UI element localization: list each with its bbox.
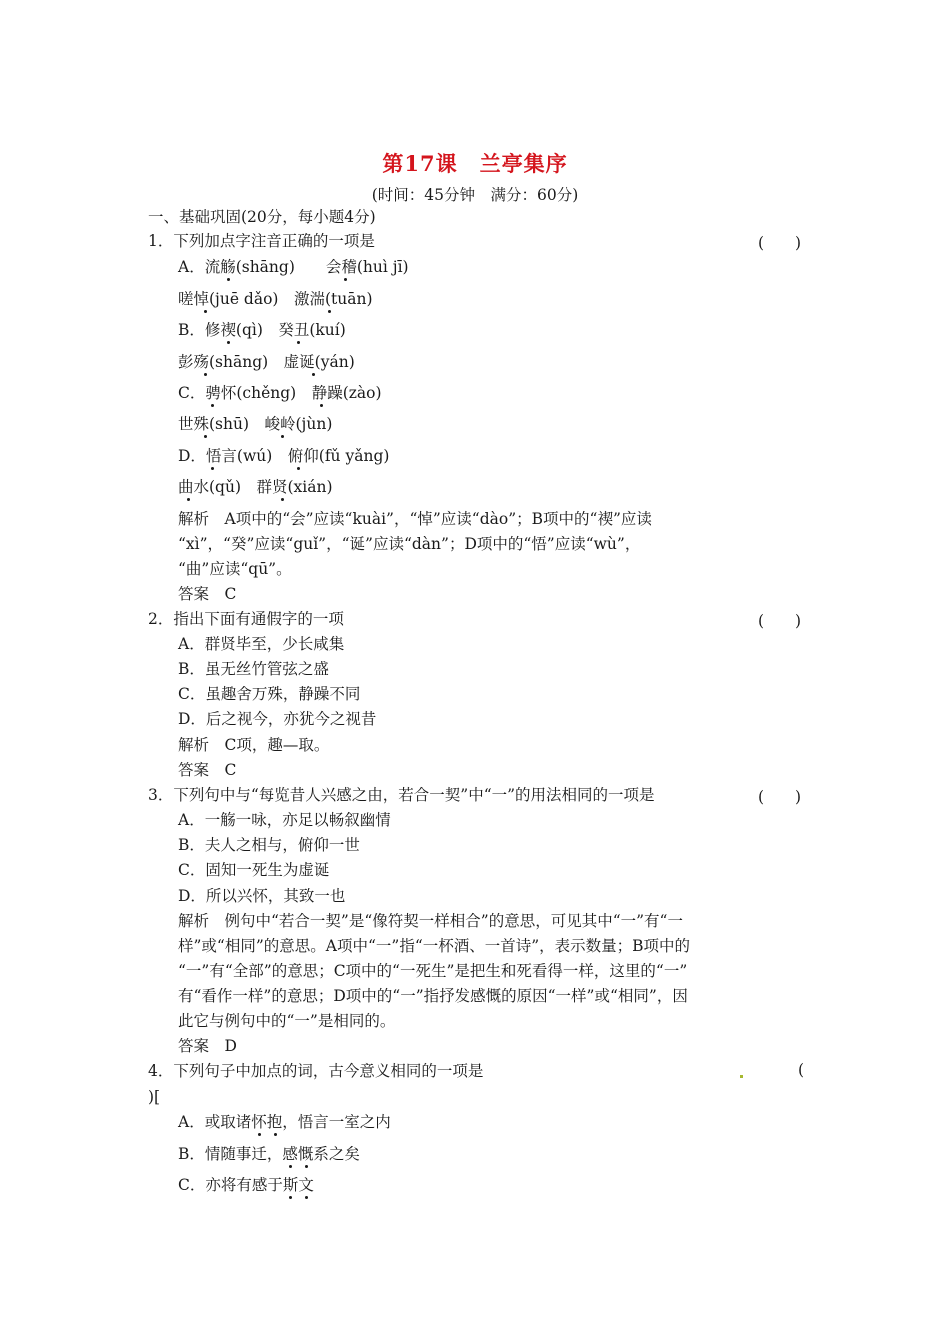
emphasis-dot (204, 435, 207, 438)
emphasis-dot (305, 1165, 308, 1168)
emphasis-dot (211, 467, 214, 470)
emphasis-dot (204, 373, 207, 376)
q1-explanation-line2: “xì”，“癸”应读“guǐ”，“诞”应读“dàn”；D项中的“悟”应读“wù”， (178, 535, 641, 553)
q1-option-b-line2: 彭殇(shāng) 虚诞(yán) (178, 353, 355, 371)
q3-explanation-line3: “一”有“全部”的意思；C项中的“一死生”是把生和死看得一样，这里的“一” (178, 962, 688, 980)
emphasis-dot (274, 1133, 277, 1136)
emphasis-dot (227, 341, 230, 344)
page-title: 第17课 兰亭集序 (382, 151, 568, 176)
q2-option-b: B．虽无丝竹管弦之盛 (178, 660, 329, 678)
q1-option-b-line1: B．修禊(qì) 癸丑(kuí) (178, 321, 346, 339)
emphasis-dot (344, 278, 347, 281)
emphasis-dot (289, 1196, 292, 1199)
emphasis-dot (258, 1133, 261, 1136)
q1-option-c-line1: C．骋怀(chěng) 静躁(zào) (178, 384, 382, 402)
emphasis-dot (297, 341, 300, 344)
q2-explanation: 解析 C项，趣—取。 (178, 736, 330, 754)
emphasis-dot (289, 1165, 292, 1168)
emphasis-dot (305, 1196, 308, 1199)
emphasis-dot (211, 404, 214, 407)
q2-option-a: A．群贤毕至，少长咸集 (178, 635, 345, 653)
q1-option-c-line2: 世殊(shū) 峻岭(jùn) (178, 415, 333, 433)
q1-option-a-line2: 嗟悼(juē dǎo) 激湍(tuān) (178, 290, 373, 308)
q1-stem: 1．下列加点字注音正确的一项是 (148, 232, 375, 250)
emphasis-dot (204, 310, 207, 313)
emphasis-dot (297, 467, 300, 470)
q1-answer: 答案 C (178, 585, 237, 603)
q4-paren-open: ( (798, 1061, 805, 1079)
q3-explanation-line4: 有“看作一样”的意思；D项中的“一”指抒发感慨的原因“一样”或“相同”，因 (178, 987, 688, 1005)
emphasis-dot (328, 310, 331, 313)
emphasis-dot (227, 278, 230, 281)
q1-option-a-line1: A．流觞(shāng) 会稽(huì jī) (178, 258, 409, 276)
q3-explanation-line2: 样”或“相同”的意思。A项中“一”指“一杯酒、一首诗”，表示数量；B项中的 (178, 937, 691, 955)
q4-stem: 4．下列句子中加点的词，古今意义相同的一项是 (148, 1062, 484, 1080)
q2-option-d: D．后之视今，亦犹今之视昔 (178, 710, 377, 728)
page-subtitle: (时间：45分钟 满分：60分) (371, 186, 579, 204)
emphasis-dot (312, 373, 315, 376)
section-heading: 一、基础巩固(20分，每小题4分) (148, 208, 376, 226)
q3-option-a: A．一觞一咏，亦足以畅叙幽情 (178, 811, 391, 829)
q3-option-c: C．固知一死生为虚诞 (178, 861, 330, 879)
stray-mark (740, 1075, 743, 1078)
q3-option-b: B．夫人之相与，俯仰一世 (178, 836, 360, 854)
q2-answer-paren: ( ) (758, 612, 802, 630)
q3-answer-paren: ( ) (758, 788, 802, 806)
emphasis-dot (281, 435, 284, 438)
q4-option-b: B．情随事迁，感慨系之矣 (178, 1145, 360, 1163)
q3-stem: 3．下列句中与“每览昔人兴感之由，若合一契”中“一”的用法相同的一项是 (148, 786, 655, 804)
q2-option-c: C．虽趣舍万殊，静躁不同 (178, 685, 361, 703)
q2-answer: 答案 C (178, 761, 237, 779)
q3-answer: 答案 D (178, 1037, 237, 1055)
q4-paren-close: )[ (148, 1088, 161, 1106)
q4-option-c: C．亦将有感于斯文 (178, 1176, 314, 1194)
emphasis-dot (187, 498, 190, 501)
q1-option-d-line2: 曲水(qǔ) 群贤(xián) (178, 478, 333, 496)
q1-answer-paren: ( ) (758, 234, 802, 252)
emphasis-dot (281, 498, 284, 501)
q1-option-d-line1: D．悟言(wú) 俯仰(fǔ yǎng) (178, 447, 390, 465)
q1-explanation-line1: 解析 A项中的“会”应读“kuài”，“悼”应读“dào”；B项中的“禊”应读 (178, 510, 652, 528)
q3-explanation-line5: 此它与例句中的“一”是相同的。 (178, 1012, 396, 1030)
emphasis-dot (320, 404, 323, 407)
q2-stem: 2．指出下面有通假字的一项 (148, 610, 344, 628)
q3-option-d: D．所以兴怀，其致一也 (178, 887, 346, 905)
q4-option-a: A．或取诸怀抱，悟言一室之内 (178, 1113, 391, 1131)
q3-explanation-line1: 解析 例句中“若合一契”是“像符契一样相合”的意思，可见其中“一”有“一 (178, 912, 683, 930)
q1-explanation-line3: “曲”应读“qū”。 (178, 560, 292, 578)
